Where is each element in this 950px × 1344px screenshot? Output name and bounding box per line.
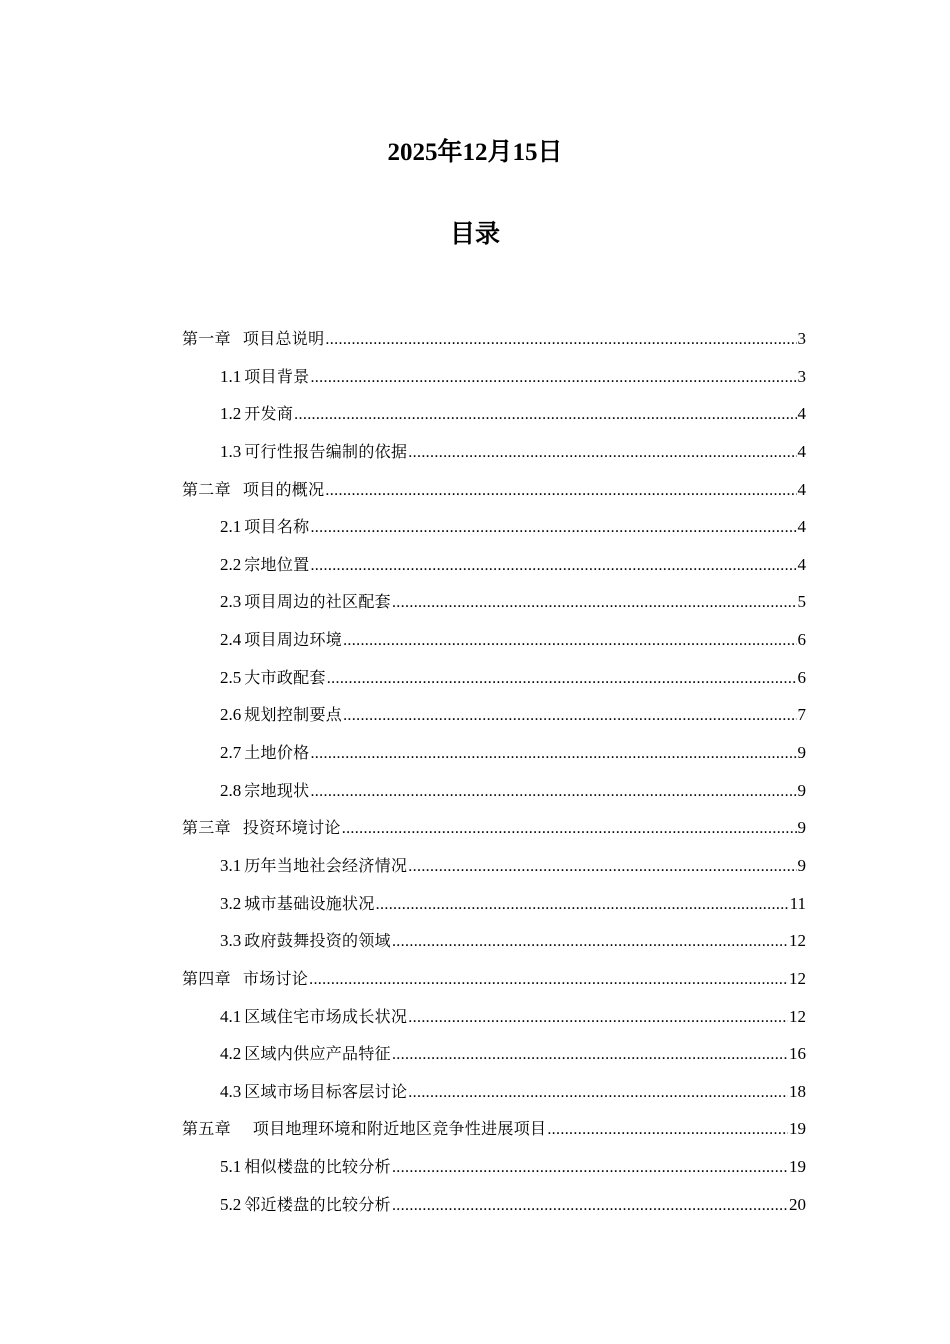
toc-dot-leader	[343, 696, 796, 735]
toc-entry-label	[220, 734, 309, 772]
toc-entry-number: 3.3	[220, 931, 242, 951]
toc-page-number: 11	[789, 893, 806, 913]
toc-dot-leader	[342, 809, 797, 848]
toc-entry-label	[182, 1110, 546, 1148]
toc-page-number: 3	[797, 366, 806, 386]
toc-dot-leader	[310, 546, 796, 585]
toc-entry-title: 区域市场目标客层讨论	[244, 1081, 408, 1101]
toc-dot-leader	[392, 922, 788, 961]
toc-entry-title: 投资环境讨论	[242, 818, 341, 838]
toc-entry-2-6[interactable]	[182, 696, 806, 734]
toc-dot-leader	[294, 395, 796, 434]
toc-page-number: 4	[797, 479, 806, 499]
toc-entry-title: 规划控制要点	[244, 705, 343, 725]
toc-entry-label	[182, 471, 324, 509]
toc-dot-leader	[408, 998, 788, 1037]
toc-dot-leader	[343, 621, 796, 660]
toc-entry-number: 2.4	[220, 630, 242, 650]
toc-entry-title: 项目的概况	[242, 479, 325, 499]
toc-entry-chapter-1[interactable]	[182, 320, 806, 358]
toc-entry-number: 第二章	[182, 479, 231, 499]
toc-page-number: 4	[797, 441, 806, 461]
toc-dot-leader	[376, 885, 789, 924]
toc-entry-label	[220, 358, 309, 396]
toc-dot-leader	[309, 960, 788, 999]
toc-entry-number: 2.8	[220, 780, 242, 800]
toc-page-number: 9	[797, 743, 806, 763]
toc-page-number: 6	[797, 630, 806, 650]
toc-entry-number: 3.2	[220, 893, 242, 913]
toc-entry-number: 2.5	[220, 667, 242, 687]
toc-entry-number: 2.2	[220, 554, 242, 574]
toc-entry-title: 历年当地社会经济情况	[244, 855, 408, 875]
toc-entry-number: 2.1	[220, 517, 242, 537]
toc-entry-4-2[interactable]	[182, 1035, 806, 1073]
toc-dot-leader	[310, 772, 796, 811]
toc-entry-title: 项目周边的社区配套	[244, 592, 391, 612]
toc-entry-title: 区域住宅市场成长状况	[244, 1006, 408, 1026]
toc-entry-label	[220, 621, 342, 659]
toc-entry-number: 2.7	[220, 743, 242, 763]
toc-page-number: 4	[797, 517, 806, 537]
toc-entry-number: 第一章	[182, 329, 231, 348]
toc-entry-title: 宗地位置	[244, 554, 310, 574]
toc-entry-title: 土地价格	[244, 743, 310, 763]
toc-entry-2-8[interactable]	[182, 772, 806, 810]
toc-page-number: 19	[789, 1119, 806, 1139]
toc-entry-number: 4.3	[220, 1081, 242, 1101]
toc-entry-number: 第四章	[182, 968, 231, 988]
toc-entry-title: 政府鼓舞投资的领域	[244, 931, 391, 951]
toc-page-number: 12	[789, 1006, 806, 1026]
toc-title: 目录	[449, 219, 500, 248]
toc-entry-title: 项目背景	[244, 366, 310, 386]
toc-entry-number: 第五章	[182, 1119, 231, 1139]
toc-entry-1-1[interactable]	[182, 358, 806, 396]
toc-dot-leader	[392, 1148, 788, 1187]
toc-entry-label	[220, 1186, 391, 1224]
toc-page-number: 7	[797, 705, 806, 725]
toc-entry-1-2[interactable]	[182, 395, 806, 433]
toc-page-number: 9	[797, 818, 806, 838]
toc-entry-label	[182, 320, 324, 358]
toc-entry-number: 1.2	[220, 404, 242, 424]
toc-entry-label	[220, 659, 326, 697]
toc-entry-chapter-5[interactable]	[182, 1110, 806, 1148]
toc-entry-5-1[interactable]	[182, 1148, 806, 1186]
toc-dot-leader	[327, 659, 797, 698]
toc-entry-number: 3.1	[220, 855, 242, 875]
toc-entry-title: 区域内供应产品特征	[244, 1044, 391, 1064]
toc-entry-label	[220, 433, 407, 471]
toc-page-number: 4	[797, 554, 806, 574]
toc-page-number: 16	[789, 1044, 806, 1064]
toc-entry-2-7[interactable]	[182, 734, 806, 772]
toc-entry-label	[220, 583, 391, 621]
toc-dot-leader	[408, 1073, 788, 1112]
toc-entry-number: 第三章	[182, 818, 231, 838]
toc-page-number: 5	[797, 592, 806, 612]
toc-dot-leader	[325, 320, 796, 359]
toc-entry-label	[220, 847, 407, 885]
toc-entry-chapter-2[interactable]	[182, 471, 806, 509]
toc-entry-label	[220, 1035, 391, 1073]
toc-entry-label	[220, 885, 375, 923]
toc-dot-leader	[392, 1186, 788, 1225]
toc-entry-label	[182, 809, 341, 847]
toc-dot-leader	[408, 433, 796, 472]
toc-entry-number: 2.3	[220, 592, 242, 612]
table-of-contents	[182, 320, 806, 1223]
toc-entry-number: 2.6	[220, 705, 242, 725]
toc-entry-label	[220, 1073, 407, 1111]
toc-dot-leader	[310, 358, 796, 397]
toc-entry-number: 1.3	[220, 441, 242, 461]
toc-entry-label	[220, 922, 391, 960]
toc-entry-2-3[interactable]	[182, 583, 806, 621]
toc-entry-3-2[interactable]	[182, 885, 806, 923]
toc-entry-label	[182, 960, 308, 998]
toc-dot-leader	[310, 734, 796, 773]
toc-entry-label	[220, 546, 309, 584]
toc-dot-leader	[547, 1110, 788, 1149]
toc-entry-2-4[interactable]	[182, 621, 806, 659]
toc-entry-label	[220, 772, 309, 810]
toc-entry-title: 市场讨论	[242, 968, 309, 988]
toc-entry-title: 宗地现状	[244, 780, 310, 800]
toc-dot-leader	[392, 583, 797, 622]
toc-entry-2-1[interactable]	[182, 508, 806, 546]
toc-entry-3-1[interactable]	[182, 847, 806, 885]
toc-entry-label	[220, 1148, 391, 1186]
toc-entry-title: 邻近楼盘的比较分析	[244, 1194, 391, 1214]
toc-entry-4-3[interactable]	[182, 1073, 806, 1111]
toc-entry-2-5[interactable]	[182, 659, 806, 697]
toc-entry-number: 5.1	[220, 1157, 242, 1177]
toc-entry-label	[220, 395, 293, 433]
toc-entry-4-1[interactable]	[182, 998, 806, 1036]
document-date: 2025年12月15日	[387, 139, 563, 166]
toc-entry-title: 大市政配套	[244, 667, 326, 687]
toc-page-number: 12	[789, 968, 806, 988]
toc-page-number: 3	[797, 329, 806, 348]
toc-page-number: 4	[797, 404, 806, 424]
toc-entry-number: 1.1	[220, 366, 242, 386]
toc-entry-chapter-3[interactable]	[182, 809, 806, 847]
toc-dot-leader	[310, 508, 796, 547]
toc-entry-title: 开发商	[244, 404, 294, 424]
toc-page-number: 19	[789, 1157, 806, 1177]
toc-entry-title: 项目名称	[244, 517, 310, 537]
toc-dot-leader	[325, 471, 796, 510]
toc-entry-1-3[interactable]	[182, 433, 806, 471]
toc-dot-leader	[392, 1035, 788, 1074]
toc-entry-label	[220, 508, 309, 546]
toc-dot-leader	[408, 847, 796, 886]
toc-entry-chapter-4[interactable]	[182, 960, 806, 998]
toc-page-number: 9	[797, 780, 806, 800]
toc-entry-label	[220, 998, 407, 1036]
toc-entry-title: 项目地理环境和附近地区竞争性进展项目	[252, 1119, 547, 1139]
toc-page-number: 6	[797, 667, 806, 687]
toc-entry-5-2[interactable]	[182, 1186, 806, 1224]
toc-entry-title: 相似楼盘的比较分析	[244, 1157, 391, 1177]
toc-entry-number: 4.1	[220, 1006, 242, 1026]
toc-page-number: 20	[789, 1194, 806, 1214]
toc-entry-title: 项目周边环境	[244, 630, 343, 650]
toc-page-number: 9	[797, 855, 806, 875]
toc-page-number: 18	[789, 1081, 806, 1101]
toc-entry-title: 项目总说明	[242, 329, 325, 348]
toc-entry-number: 4.2	[220, 1044, 242, 1064]
toc-entry-3-3[interactable]	[182, 922, 806, 960]
toc-entry-title: 可行性报告编制的依据	[244, 441, 408, 461]
toc-entry-title: 城市基础设施状况	[244, 893, 375, 913]
toc-page-number: 12	[789, 931, 806, 951]
toc-entry-number: 5.2	[220, 1194, 242, 1214]
toc-entry-2-2[interactable]	[182, 546, 806, 584]
toc-entry-label	[220, 696, 342, 734]
